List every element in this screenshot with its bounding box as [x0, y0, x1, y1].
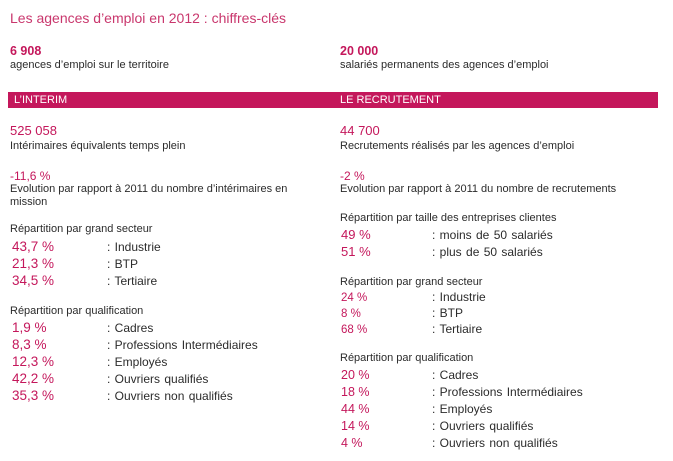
interim-qualification-row: [10, 370, 258, 387]
recrutement-heading: LE RECRUTEMENT: [340, 94, 441, 106]
page-title: Les agences d’emploi en 2012 : chiffres-clés: [10, 10, 287, 26]
interim-qualification-label: : Cadres: [107, 321, 154, 335]
recrutement-qualification-percent: 20 %: [341, 368, 370, 382]
interim-sector-percent: 21,3 %: [12, 256, 55, 271]
recrutement-qualification-row: [340, 400, 583, 417]
interim-sector-row: [10, 238, 161, 255]
recrutement-size-row: [340, 243, 553, 260]
recrutement-sector-row: [340, 321, 486, 337]
recrutement-qualification-percent: 4 %: [341, 436, 363, 450]
recrutement-sector-title: Répartition par grand secteur: [340, 276, 483, 288]
staff-count-label: salariés permanents des agences d’emploi: [340, 59, 549, 71]
interim-qualification-label: : Ouvriers non qualifiés: [107, 389, 233, 403]
recrutement-qualification-label: : Ouvriers qualifiés: [432, 419, 534, 433]
recrutement-qualification-percent: 18 %: [341, 385, 370, 399]
interim-evolution-label: Evolution par rapport à 2011 du nombre d’intérimaires en mission: [10, 183, 288, 208]
interim-qualification-label: : Ouvriers qualifiés: [107, 372, 209, 386]
interim-qualification-row: [10, 353, 258, 370]
recrutement-sector-list: [340, 289, 486, 337]
recrutement-sector-label: : BTP: [432, 306, 464, 320]
recrutement-size-list: [340, 226, 553, 260]
recrutement-sector-label: : Tertiaire: [432, 322, 483, 336]
recrutement-size-percent: 51 %: [341, 244, 371, 259]
recrutement-size-percent: 49 %: [341, 227, 371, 242]
interim-sector-row: [10, 255, 161, 272]
staff-count: 20 000: [340, 44, 379, 58]
interim-sector-list: [10, 238, 161, 289]
interim-qualification-percent: 35,3 %: [12, 388, 55, 403]
recrutement-sector-percent: 8 %: [341, 308, 361, 320]
interim-heading: L’INTERIM: [14, 94, 68, 106]
recrutement-qualification-label: : Professions Intermédiaires: [432, 385, 583, 399]
recrutement-qualification-row: [340, 434, 583, 451]
recrutement-evolution-value: -2 %: [340, 169, 365, 183]
agencies-count: 6 908: [10, 44, 42, 58]
recrutement-size-label: : moins de 50 salariés: [432, 228, 553, 242]
interim-qualification-row: [10, 319, 258, 336]
recrutement-size-title: Répartition par taille des entreprises clientes: [340, 212, 557, 224]
recrutement-qualification-row: [340, 417, 583, 434]
interim-qualification-percent: 42,2 %: [12, 371, 55, 386]
recrutement-column: [340, 0, 660, 461]
interim-sector-label: : BTP: [107, 257, 139, 271]
interim-qualification-label: : Professions Intermédiaires: [107, 338, 258, 352]
recrutement-qualification-label: : Cadres: [432, 368, 479, 382]
interim-qualification-row: [10, 336, 258, 353]
recrutement-sector-row: [340, 289, 486, 305]
recrutement-size-label: : plus de 50 salariés: [432, 245, 543, 259]
interim-sector-title: Répartition par grand secteur: [10, 223, 153, 235]
agencies-count-label: agences d’emploi sur le territoire: [10, 59, 169, 71]
interim-qualification-list: [10, 319, 258, 404]
recrutement-qualification-label: : Employés: [432, 402, 493, 416]
interim-qualification-percent: 12,3 %: [12, 354, 55, 369]
interim-total-label: Intérimaires équivalents temps plein: [10, 140, 186, 152]
recrutement-qualification-row: [340, 383, 583, 400]
recrutement-total-label: Recrutements réalisés par les agences d’emploi: [340, 140, 575, 152]
recrutement-qualification-row: [340, 366, 583, 383]
interim-column: [10, 0, 315, 461]
recrutement-qualification-percent: 44 %: [341, 402, 370, 416]
interim-qualification-row: [10, 387, 258, 404]
interim-qualification-label: : Employés: [107, 355, 168, 369]
interim-sector-percent: 43,7 %: [12, 239, 55, 254]
recrutement-qualification-percent: 14 %: [341, 419, 370, 433]
interim-sector-row: [10, 272, 161, 289]
recrutement-sector-label: : Industrie: [432, 290, 486, 304]
recrutement-size-row: [340, 226, 553, 243]
recrutement-qualification-label: : Ouvriers non qualifiés: [432, 436, 558, 450]
interim-sector-percent: 34,5 %: [12, 273, 55, 288]
recrutement-qualification-list: [340, 366, 583, 451]
interim-qualification-percent: 8,3 %: [12, 337, 47, 352]
interim-total-value: 525 058: [10, 123, 57, 138]
recrutement-sector-percent: 68 %: [341, 324, 368, 336]
interim-qualification-title: Répartition par qualification: [10, 305, 144, 317]
recrutement-qualification-title: Répartition par qualification: [340, 352, 474, 364]
recrutement-sector-row: [340, 305, 486, 321]
interim-qualification-percent: 1,9 %: [12, 320, 47, 335]
interim-sector-label: : Tertiaire: [107, 274, 158, 288]
interim-sector-label: : Industrie: [107, 240, 161, 254]
recrutement-evolution-label: Evolution par rapport à 2011 du nombre de recrutements: [340, 183, 617, 195]
interim-evolution-value: -11,6 %: [10, 169, 51, 183]
recrutement-sector-percent: 24 %: [341, 292, 368, 304]
recrutement-total-value: 44 700: [340, 123, 380, 138]
